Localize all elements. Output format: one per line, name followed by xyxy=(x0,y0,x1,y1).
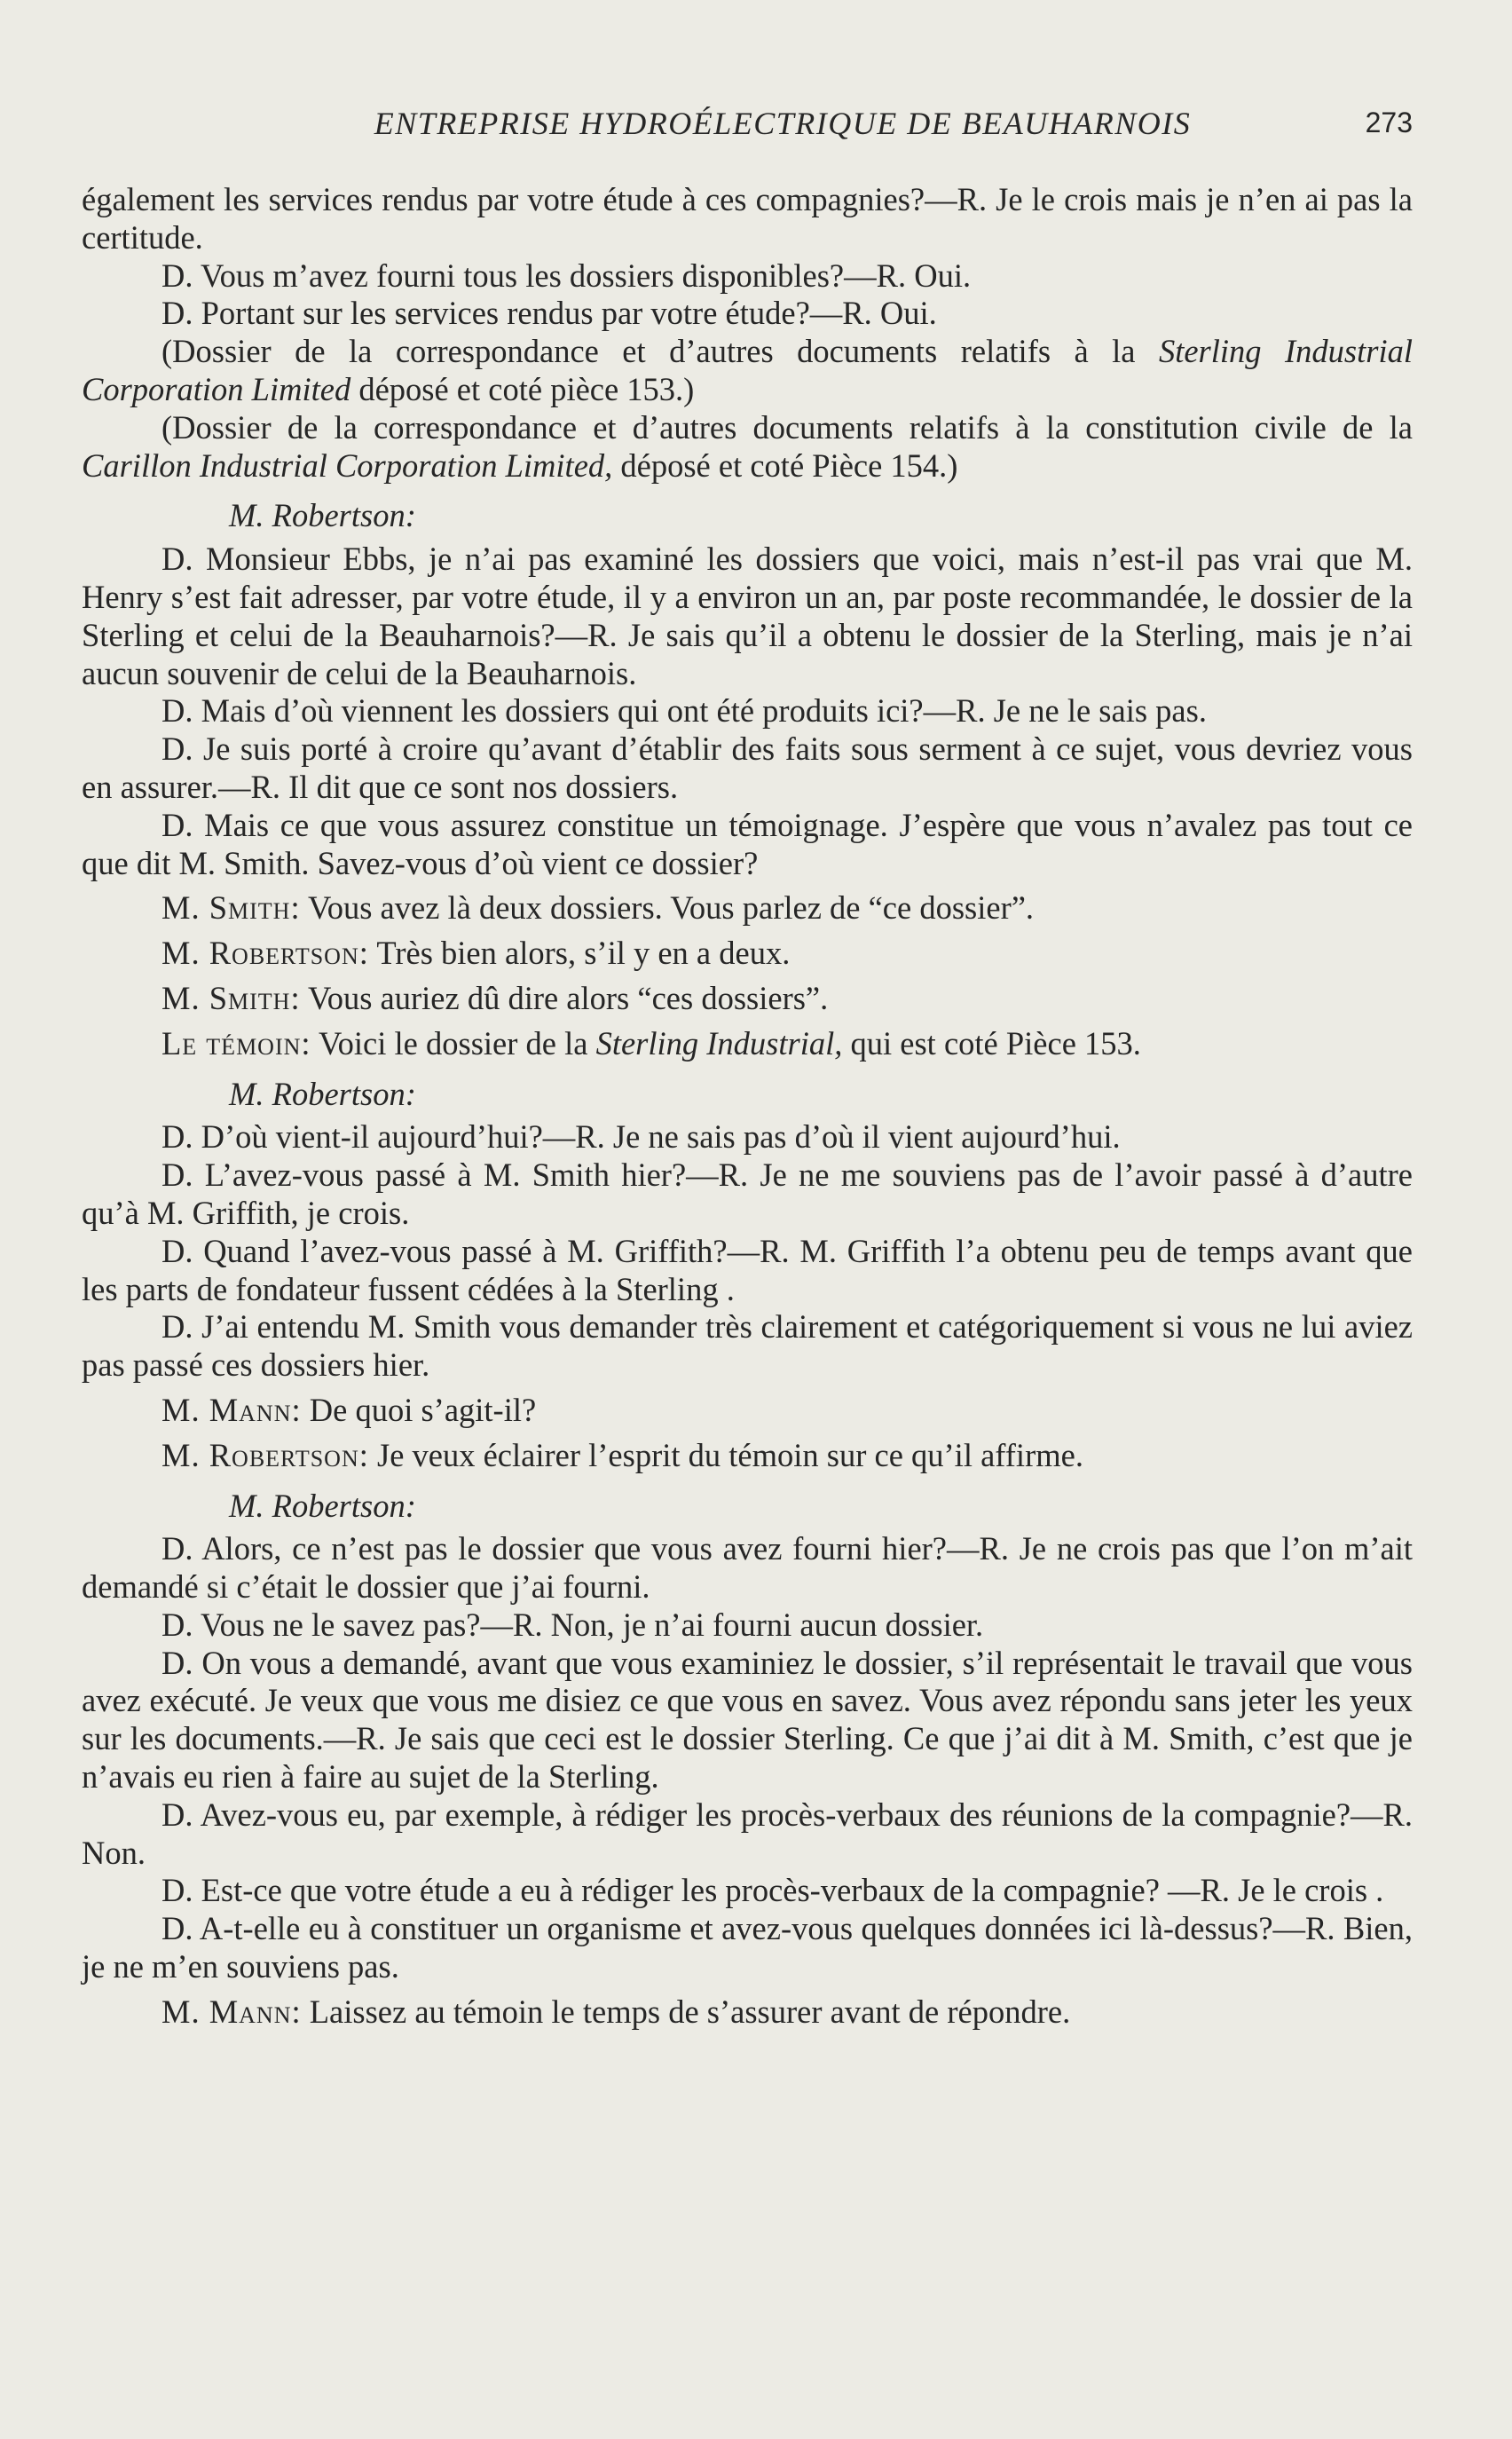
paragraph xyxy=(82,409,1413,485)
text-run: déposé et coté pièce 153.) xyxy=(350,370,695,407)
page-body xyxy=(82,181,1413,2039)
paragraph xyxy=(82,935,1413,973)
paragraph xyxy=(82,1392,1413,1430)
page-number: 273 xyxy=(1365,107,1413,138)
text-run: Voici le dossier de la xyxy=(311,1024,596,1062)
speaker-name: M. Robertson: xyxy=(161,935,369,972)
company-name: Sterling Industrial Corporation Limited xyxy=(82,333,1413,407)
paragraph xyxy=(82,1025,1413,1063)
paragraph: D. Portant sur les services rendus par votre étude?—R. Oui. xyxy=(161,295,937,332)
paragraph: D. Alors, ce n’est pas le dossier que vous avez fourni hier?—R. Je ne crois pas que l’on m’ait demandé si c’était le dossier que j’ai fourni. xyxy=(82,1530,1413,1606)
speaker-name: M. Robertson: xyxy=(161,1436,369,1473)
paragraph xyxy=(82,1993,1413,2032)
paragraph: D. Est-ce que votre étude a eu à rédiger les procès-verbaux de la compagnie? —R. Je le crois . xyxy=(161,1872,1384,1909)
speaker-name: M. Smith: xyxy=(161,889,301,927)
paragraph: D. Mais d’où viennent les dossiers qui ont été produits ici?—R. Je ne le sais pas. xyxy=(161,692,1207,730)
paragraph: D. On vous a demandé, avant que vous examiniez le dossier, s’il représentait le travail que vous avez exécuté. Je veux que vous me disiez ce que vous en savez. Vous avez répondu sans jeter les yeux sur les documents.—R. Je sais que ceci est le dossier Sterling. Ce que j’ai dit à M. Smith, c’est que je n’avais eu rien à faire au sujet de la Sterling. xyxy=(82,1644,1413,1796)
speaker-name: M. Smith: xyxy=(161,979,301,1016)
speaker-heading: M. Robertson: xyxy=(229,1075,416,1112)
paragraph: D. Vous ne le savez pas?—R. Non, je n’ai fourni aucun dossier. xyxy=(161,1606,984,1643)
company-name: Carillon Industrial Corporation Limited, xyxy=(82,446,613,484)
text-run: qui est coté Pièce 153. xyxy=(842,1024,1141,1062)
text-run: déposé et coté Pièce 154.) xyxy=(612,446,958,484)
text-run: (Dossier de la correspondance et d’autres documents relatifs à la constitution civile de la xyxy=(161,408,1413,446)
speaker-heading: M. Robertson: xyxy=(229,1487,416,1524)
speaker-name: Le témoin: xyxy=(161,1024,311,1062)
paragraph xyxy=(82,980,1413,1018)
paragraph: D. A-t-elle eu à constituer un organisme et avez-vous quelques données ici là-dessus?—R. Bien, je ne m’en souviens pas. xyxy=(82,1910,1413,1985)
paragraph: D. Monsieur Ebbs, je n’ai pas examiné les dossiers que voici, mais n’est-il pas vrai que M. Henry s’est fait adresser, par votre étude, il y a environ un an, par poste recommandée, le dossier de la Sterling et celui de la Beauharnois?—R. Je sais qu’il a obtenu le dossier de la Sterling, mais je n’ai aucun souvenir de celui de la Beauharnois. xyxy=(82,541,1413,691)
running-title: ENTREPRISE HYDROÉLECTRIQUE DE BEAUHARNOIS xyxy=(374,106,1192,141)
company-name: Sterling Industrial, xyxy=(595,1024,843,1062)
text-run: Très bien alors, s’il y en a deux. xyxy=(368,935,791,972)
speaker-name: M. Mann: xyxy=(161,1391,302,1428)
paragraph: D. J’ai entendu M. Smith vous demander très clairement et catégoriquement si vous ne lui aviez pas passé ces dossiers hier. xyxy=(82,1308,1413,1384)
paragraph xyxy=(82,1437,1413,1475)
paragraph xyxy=(82,333,1413,409)
page-header xyxy=(82,105,1413,154)
speaker-name: M. Mann: xyxy=(161,1993,302,2030)
paragraph: D. Avez-vous eu, par exemple, à rédiger les procès-verbaux des réunions de la compagnie?—R. Non. xyxy=(82,1796,1413,1871)
text-run: Laissez au témoin le temps de s’assurer avant de répondre. xyxy=(301,1993,1071,2030)
paragraph: D. L’avez-vous passé à M. Smith hier?—R. Je ne me souviens pas de l’avoir passé à d’autre qu’à M. Griffith, je crois. xyxy=(82,1156,1413,1231)
text-run: Je veux éclairer l’esprit du témoin sur ce qu’il affirme. xyxy=(368,1436,1083,1473)
text-run: Vous avez là deux dossiers. Vous parlez de “ce dossier”. xyxy=(300,889,1035,927)
paragraph: D. D’où vient-il aujourd’hui?—R. Je ne sais pas d’où il vient aujourd’hui. xyxy=(161,1118,1121,1156)
paragraph xyxy=(82,889,1413,927)
paragraph: D. Quand l’avez-vous passé à M. Griffith?—R. M. Griffith l’a obtenu peu de temps avant que les parts de fondateur fussent cédées à la Sterling . xyxy=(82,1232,1413,1307)
text-run: De quoi s’agit-il? xyxy=(301,1391,537,1428)
text-run: Vous auriez dû dire alors “ces dossiers”. xyxy=(300,979,829,1016)
paragraph: D. Vous m’avez fourni tous les dossiers disponibles?—R. Oui. xyxy=(161,257,972,294)
text-run: (Dossier de la correspondance et d’autres documents relatifs à la xyxy=(161,333,1159,370)
paragraph: également les services rendus par votre étude à ces compagnies?—R. Je le crois mais je n’en ai pas la certitude. xyxy=(82,181,1413,256)
paragraph: D. Mais ce que vous assurez constitue un témoignage. J’espère que vous n’avalez pas tout ce que dit M. Smith. Savez-vous d’où vient ce dossier? xyxy=(82,806,1413,881)
paragraph: D. Je suis porté à croire qu’avant d’établir des faits sous serment à ce sujet, vous devriez vous en assurer.—R. Il dit que ce sont nos dossiers. xyxy=(82,730,1413,805)
speaker-heading: M. Robertson: xyxy=(229,497,416,534)
